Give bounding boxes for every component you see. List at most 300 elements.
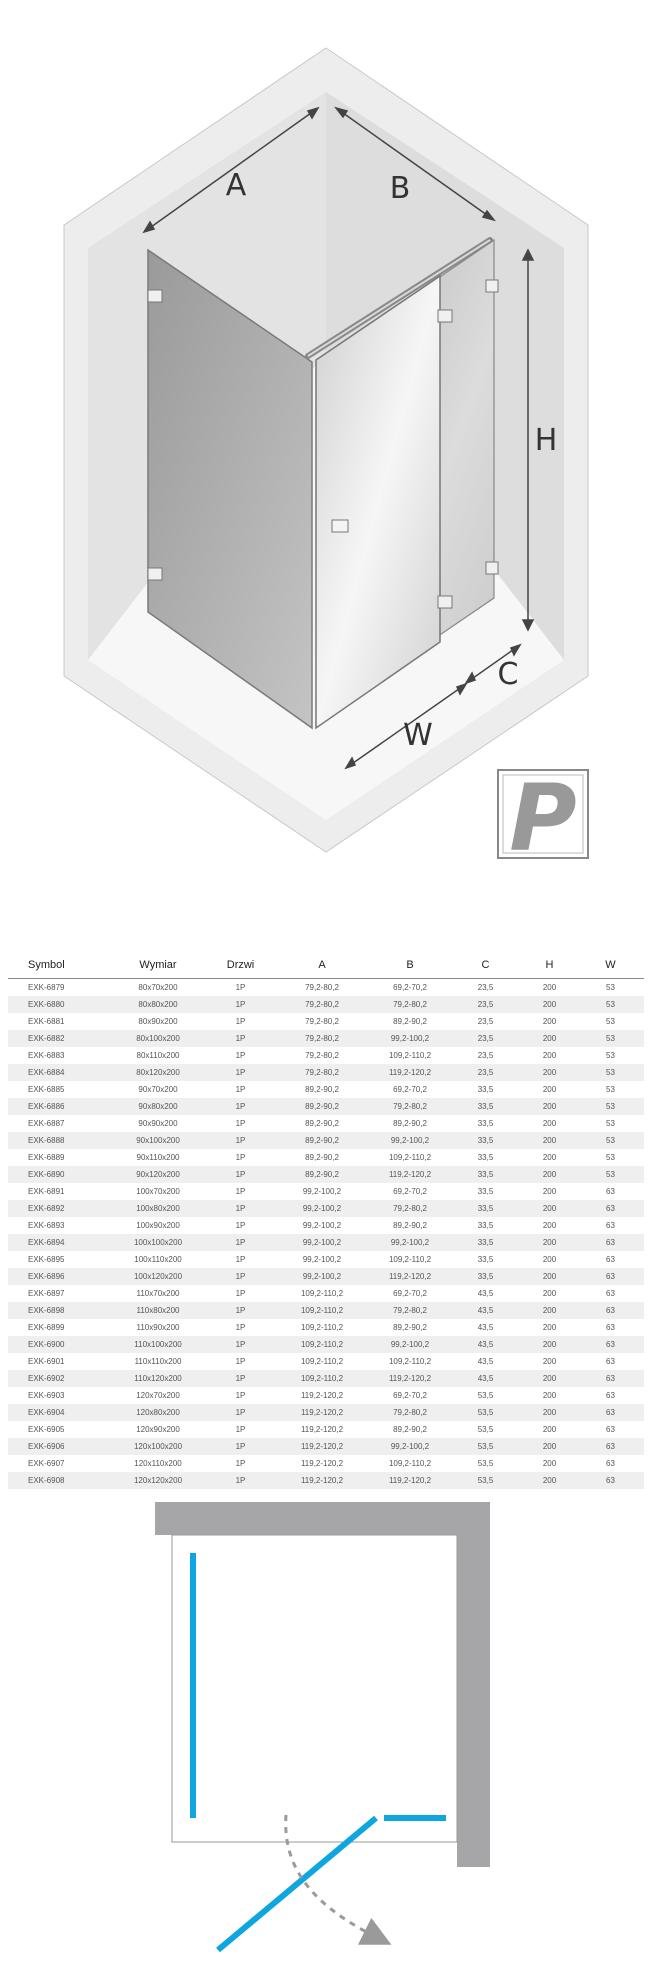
cell-c: 33,5 <box>477 1119 494 1128</box>
cell-b: 109,2-110,2 <box>388 1255 432 1264</box>
cell-wymiar: 80x70x200 <box>138 983 178 992</box>
cell-h: 200 <box>522 1132 577 1149</box>
hinge-icon <box>148 568 162 580</box>
cell-symbol: EXK-6882 <box>8 1030 108 1047</box>
cell-a: 99,2-100,2 <box>302 1255 342 1264</box>
cell-w: 63 <box>606 1391 615 1400</box>
cell-symbol: EXK-6891 <box>28 1187 65 1196</box>
cell-b: 89,2-90,2 <box>393 1323 427 1332</box>
cell-w: 63 <box>577 1370 644 1387</box>
cell-symbol: EXK-6899 <box>28 1323 65 1332</box>
cell-c: 43,5 <box>449 1370 522 1387</box>
cell-symbol: EXK-6897 <box>28 1289 65 1298</box>
shower-plan-view <box>0 1495 650 1985</box>
cell-symbol: EXK-6901 <box>28 1357 65 1366</box>
cell-b: 69,2-70,2 <box>393 983 427 992</box>
cell-h: 200 <box>522 1302 577 1319</box>
door-swing-arrow <box>286 1815 378 1938</box>
cell-w: 53 <box>577 996 644 1013</box>
cell-w: 63 <box>606 1289 615 1298</box>
cell-drzwi: 1P <box>235 1085 246 1094</box>
cell-w: 53 <box>606 1119 615 1128</box>
column-header-b: B <box>371 952 449 979</box>
table-row <box>8 1149 644 1166</box>
table-row <box>8 1132 644 1149</box>
cell-b: 69,2-70,2 <box>393 1391 427 1400</box>
cell-symbol: EXK-6893 <box>28 1221 65 1230</box>
cell-wymiar: 90x120x200 <box>108 1166 208 1183</box>
cell-drzwi: 1P <box>208 1200 273 1217</box>
cell-a: 109,2-110,2 <box>300 1323 344 1332</box>
cell-c: 23,5 <box>477 1017 494 1026</box>
cell-w: 63 <box>606 1357 615 1366</box>
cell-drzwi: 1P <box>235 1459 246 1468</box>
cell-symbol: EXK-6890 <box>8 1166 108 1183</box>
column-header-a: A <box>273 952 371 979</box>
cell-drzwi: 1P <box>208 1438 273 1455</box>
cell-w: 63 <box>577 1438 644 1455</box>
cell-drzwi: 1P <box>235 1187 246 1196</box>
cell-w: 53 <box>606 983 615 992</box>
table-row <box>8 1421 644 1438</box>
cell-a: 119,2-120,2 <box>273 1472 371 1489</box>
cell-c: 43,5 <box>477 1289 494 1298</box>
cell-symbol: EXK-6884 <box>8 1064 108 1081</box>
cell-drzwi: 1P <box>235 1289 246 1298</box>
cell-b: 79,2-80,2 <box>371 996 449 1013</box>
cell-symbol: EXK-6896 <box>8 1268 108 1285</box>
cell-b: 99,2-100,2 <box>371 1132 449 1149</box>
table-row <box>8 1336 644 1353</box>
cell-b: 89,2-90,2 <box>393 1119 427 1128</box>
cell-h: 200 <box>522 1030 577 1047</box>
column-header-symbol: Symbol <box>8 952 108 979</box>
table-body <box>8 979 644 1490</box>
cell-h: 200 <box>522 1370 577 1387</box>
table-row <box>8 1183 644 1200</box>
cell-wymiar: 100x70x200 <box>136 1187 180 1196</box>
cell-wymiar: 100x80x200 <box>108 1200 208 1217</box>
cell-c: 43,5 <box>477 1323 494 1332</box>
cell-drzwi: 1P <box>235 1017 246 1026</box>
door-handle-icon <box>332 520 348 532</box>
cell-w: 53 <box>606 1051 615 1060</box>
cell-c: 33,5 <box>477 1153 494 1162</box>
cell-b: 89,2-90,2 <box>393 1221 427 1230</box>
cell-w: 53 <box>606 1017 615 1026</box>
cell-wymiar: 120x110x200 <box>134 1459 182 1468</box>
cell-wymiar: 80x110x200 <box>136 1051 180 1060</box>
cell-c: 33,5 <box>477 1221 494 1230</box>
cell-h: 200 <box>542 1085 557 1094</box>
cell-wymiar: 120x100x200 <box>108 1438 208 1455</box>
cell-b: 109,2-110,2 <box>388 1459 432 1468</box>
cell-b: 119,2-120,2 <box>371 1370 449 1387</box>
cell-symbol: EXK-6905 <box>28 1425 65 1434</box>
cell-w: 53 <box>577 1166 644 1183</box>
cell-drzwi: 1P <box>208 996 273 1013</box>
cell-symbol: EXK-6892 <box>8 1200 108 1217</box>
cell-symbol: EXK-6902 <box>8 1370 108 1387</box>
cell-w: 63 <box>606 1255 615 1264</box>
cell-b: 109,2-110,2 <box>388 1153 432 1162</box>
cell-symbol: EXK-6887 <box>28 1119 65 1128</box>
cell-w: 53 <box>577 1098 644 1115</box>
cell-wymiar: 80x90x200 <box>138 1017 178 1026</box>
cell-drzwi: 1P <box>208 1234 273 1251</box>
cell-drzwi: 1P <box>235 1119 246 1128</box>
cell-a: 99,2-100,2 <box>273 1200 371 1217</box>
hinge-icon <box>438 310 452 322</box>
cell-a: 89,2-90,2 <box>305 1085 339 1094</box>
cell-a: 99,2-100,2 <box>273 1268 371 1285</box>
cell-c: 43,5 <box>477 1357 494 1366</box>
cell-c: 33,5 <box>449 1098 522 1115</box>
column-header-w: W <box>577 952 644 979</box>
cell-h: 200 <box>522 1098 577 1115</box>
cell-c: 33,5 <box>449 1268 522 1285</box>
table-row <box>8 1166 644 1183</box>
shower-isometric-diagram <box>0 0 650 880</box>
table-row <box>8 1217 644 1234</box>
cell-w: 63 <box>606 1425 615 1434</box>
cell-a: 119,2-120,2 <box>300 1459 344 1468</box>
cell-b: 119,2-120,2 <box>371 1268 449 1285</box>
cell-drzwi: 1P <box>208 1404 273 1421</box>
cell-h: 200 <box>542 1289 557 1298</box>
cell-b: 109,2-110,2 <box>388 1051 432 1060</box>
cell-symbol: EXK-6908 <box>8 1472 108 1489</box>
cell-wymiar: 100x90x200 <box>136 1221 180 1230</box>
cell-w: 53 <box>577 1132 644 1149</box>
hinge-icon <box>486 280 498 292</box>
cell-wymiar: 120x80x200 <box>108 1404 208 1421</box>
cell-wymiar: 80x120x200 <box>108 1064 208 1081</box>
cell-a: 89,2-90,2 <box>273 1132 371 1149</box>
cell-wymiar: 90x70x200 <box>138 1085 178 1094</box>
cell-wymiar: 80x80x200 <box>108 996 208 1013</box>
table-row <box>8 979 644 997</box>
cell-drzwi: 1P <box>208 1472 273 1489</box>
cell-symbol: EXK-6883 <box>28 1051 65 1060</box>
cell-wymiar: 110x70x200 <box>136 1289 180 1298</box>
table-row <box>8 1251 644 1268</box>
table-row <box>8 1064 644 1081</box>
cell-symbol: EXK-6879 <box>28 983 65 992</box>
cell-h: 200 <box>542 1221 557 1230</box>
cell-symbol: EXK-6900 <box>8 1336 108 1353</box>
table-row <box>8 1081 644 1098</box>
cell-w: 63 <box>577 1336 644 1353</box>
table-row <box>8 1353 644 1370</box>
cell-c: 33,5 <box>477 1255 494 1264</box>
table-row <box>8 1115 644 1132</box>
table-row <box>8 1268 644 1285</box>
table-row <box>8 996 644 1013</box>
cell-c: 53,5 <box>449 1438 522 1455</box>
cell-wymiar: 80x100x200 <box>108 1030 208 1047</box>
cell-wymiar: 110x100x200 <box>108 1336 208 1353</box>
dimension-label-a: A <box>225 168 247 203</box>
cell-h: 200 <box>522 1438 577 1455</box>
cell-c: 33,5 <box>477 1085 494 1094</box>
table-row <box>8 1472 644 1489</box>
cell-w: 63 <box>577 1234 644 1251</box>
cell-h: 200 <box>522 1268 577 1285</box>
cell-a: 79,2-80,2 <box>273 1030 371 1047</box>
cell-wymiar: 120x70x200 <box>136 1391 180 1400</box>
cell-wymiar: 100x100x200 <box>108 1234 208 1251</box>
cell-a: 109,2-110,2 <box>300 1289 344 1298</box>
cell-b: 69,2-70,2 <box>393 1085 427 1094</box>
cell-a: 89,2-90,2 <box>273 1166 371 1183</box>
dimension-label-c: C <box>497 657 519 692</box>
table-row <box>8 1319 644 1336</box>
cell-c: 53,5 <box>449 1472 522 1489</box>
cell-c: 53,5 <box>449 1404 522 1421</box>
dimension-label-h: H <box>534 423 558 458</box>
cell-drzwi: 1P <box>208 1302 273 1319</box>
cell-wymiar: 120x90x200 <box>136 1425 180 1434</box>
table-row <box>8 1098 644 1115</box>
cell-symbol: EXK-6880 <box>8 996 108 1013</box>
cell-h: 200 <box>522 1336 577 1353</box>
plan-floor-outline <box>172 1535 457 1842</box>
cell-a: 79,2-80,2 <box>273 996 371 1013</box>
cell-a: 79,2-80,2 <box>305 983 339 992</box>
cell-a: 79,2-80,2 <box>305 1017 339 1026</box>
cell-wymiar: 110x110x200 <box>134 1357 182 1366</box>
cell-a: 119,2-120,2 <box>273 1438 371 1455</box>
hinge-icon <box>148 290 162 302</box>
hinge-icon <box>438 596 452 608</box>
cell-c: 53,5 <box>477 1459 494 1468</box>
cell-b: 89,2-90,2 <box>393 1425 427 1434</box>
table-row <box>8 1404 644 1421</box>
cell-b: 109,2-110,2 <box>388 1357 432 1366</box>
cell-a: 119,2-120,2 <box>300 1425 344 1434</box>
cell-wymiar: 100x110x200 <box>134 1255 182 1264</box>
cell-wymiar: 90x100x200 <box>108 1132 208 1149</box>
cell-w: 53 <box>606 1153 615 1162</box>
cell-wymiar: 90x110x200 <box>136 1153 180 1162</box>
cell-w: 63 <box>606 1459 615 1468</box>
cell-c: 23,5 <box>477 1051 494 1060</box>
cell-symbol: EXK-6881 <box>28 1017 65 1026</box>
cell-h: 200 <box>542 1017 557 1026</box>
cell-wymiar: 90x80x200 <box>108 1098 208 1115</box>
cell-c: 43,5 <box>449 1336 522 1353</box>
cell-wymiar: 110x80x200 <box>108 1302 208 1319</box>
cell-drzwi: 1P <box>235 1051 246 1060</box>
cell-h: 200 <box>542 1153 557 1162</box>
cell-b: 79,2-80,2 <box>371 1404 449 1421</box>
cell-c: 43,5 <box>449 1302 522 1319</box>
cell-c: 53,5 <box>477 1391 494 1400</box>
cell-symbol: EXK-6907 <box>28 1459 65 1468</box>
table-header-row <box>8 952 644 979</box>
cell-w: 63 <box>577 1472 644 1489</box>
cell-drzwi: 1P <box>235 1255 246 1264</box>
cell-a: 99,2-100,2 <box>302 1221 342 1230</box>
column-header-c: C <box>449 952 522 979</box>
cell-drzwi: 1P <box>208 1336 273 1353</box>
plan-wall-top <box>155 1502 490 1535</box>
table-row <box>8 1285 644 1302</box>
cell-w: 63 <box>577 1302 644 1319</box>
table-row <box>8 1370 644 1387</box>
cell-wymiar: 100x120x200 <box>108 1268 208 1285</box>
cell-h: 200 <box>542 1391 557 1400</box>
cell-b: 119,2-120,2 <box>371 1472 449 1489</box>
cell-c: 23,5 <box>477 983 494 992</box>
cell-w: 63 <box>606 1187 615 1196</box>
column-header-h: H <box>522 952 577 979</box>
cell-c: 53,5 <box>477 1425 494 1434</box>
dimension-label-b: B <box>389 171 411 206</box>
cell-drzwi: 1P <box>235 1357 246 1366</box>
cell-h: 200 <box>522 1472 577 1489</box>
cell-drzwi: 1P <box>208 1064 273 1081</box>
cell-symbol: EXK-6894 <box>8 1234 108 1251</box>
cell-symbol: EXK-6904 <box>8 1404 108 1421</box>
cell-a: 99,2-100,2 <box>273 1234 371 1251</box>
cell-b: 119,2-120,2 <box>371 1166 449 1183</box>
cell-symbol: EXK-6888 <box>8 1132 108 1149</box>
cell-b: 119,2-120,2 <box>371 1064 449 1081</box>
cell-a: 99,2-100,2 <box>302 1187 342 1196</box>
cell-c: 23,5 <box>449 996 522 1013</box>
table-row <box>8 1200 644 1217</box>
table-row <box>8 1455 644 1472</box>
cell-h: 200 <box>542 983 557 992</box>
cell-wymiar: 90x90x200 <box>138 1119 178 1128</box>
cell-b: 79,2-80,2 <box>371 1200 449 1217</box>
hinge-icon <box>486 562 498 574</box>
cell-h: 200 <box>522 1200 577 1217</box>
cell-drzwi: 1P <box>235 983 246 992</box>
cell-drzwi: 1P <box>208 1132 273 1149</box>
table-row <box>8 1302 644 1319</box>
cell-h: 200 <box>542 1459 557 1468</box>
cell-h: 200 <box>522 1404 577 1421</box>
cell-drzwi: 1P <box>235 1323 246 1332</box>
cell-h: 200 <box>522 1166 577 1183</box>
cell-b: 99,2-100,2 <box>371 1438 449 1455</box>
cell-a: 89,2-90,2 <box>273 1098 371 1115</box>
p-badge-letter: P <box>509 765 577 872</box>
cell-drzwi: 1P <box>208 1030 273 1047</box>
cell-a: 109,2-110,2 <box>273 1370 371 1387</box>
cell-c: 33,5 <box>449 1234 522 1251</box>
cell-drzwi: 1P <box>208 1098 273 1115</box>
cell-symbol: EXK-6889 <box>28 1153 65 1162</box>
cell-b: 99,2-100,2 <box>371 1030 449 1047</box>
table-row <box>8 1013 644 1030</box>
cell-drzwi: 1P <box>208 1370 273 1387</box>
cell-a: 109,2-110,2 <box>300 1357 344 1366</box>
cell-c: 23,5 <box>449 1064 522 1081</box>
table-row <box>8 1387 644 1404</box>
column-header-wymiar: Wymiar <box>108 952 208 979</box>
cell-symbol: EXK-6906 <box>8 1438 108 1455</box>
table-row <box>8 1030 644 1047</box>
cell-b: 99,2-100,2 <box>371 1234 449 1251</box>
table-row <box>8 1438 644 1455</box>
cell-wymiar: 110x90x200 <box>136 1323 180 1332</box>
cell-drzwi: 1P <box>235 1391 246 1400</box>
cell-b: 79,2-80,2 <box>371 1098 449 1115</box>
cell-drzwi: 1P <box>208 1166 273 1183</box>
cell-h: 200 <box>542 1323 557 1332</box>
reversible-p-badge <box>498 765 588 872</box>
cell-w: 63 <box>606 1323 615 1332</box>
cell-c: 33,5 <box>449 1166 522 1183</box>
cell-w: 53 <box>577 1064 644 1081</box>
cell-symbol: EXK-6886 <box>8 1098 108 1115</box>
cell-symbol: EXK-6885 <box>28 1085 65 1094</box>
cell-a: 89,2-90,2 <box>305 1153 339 1162</box>
cell-drzwi: 1P <box>208 1268 273 1285</box>
cell-a: 89,2-90,2 <box>305 1119 339 1128</box>
cell-symbol: EXK-6898 <box>8 1302 108 1319</box>
cell-w: 53 <box>577 1030 644 1047</box>
plan-glass-door <box>218 1818 376 1950</box>
cell-w: 63 <box>606 1221 615 1230</box>
cell-drzwi: 1P <box>235 1153 246 1162</box>
specification-table <box>8 952 644 1489</box>
cell-h: 200 <box>542 1051 557 1060</box>
table-row <box>8 1047 644 1064</box>
cell-h: 200 <box>522 1234 577 1251</box>
cell-c: 33,5 <box>449 1200 522 1217</box>
cell-a: 79,2-80,2 <box>273 1064 371 1081</box>
dimension-label-w: W <box>403 718 433 753</box>
cell-a: 109,2-110,2 <box>273 1336 371 1353</box>
cell-drzwi: 1P <box>235 1425 246 1434</box>
cell-symbol: EXK-6903 <box>28 1391 65 1400</box>
cell-b: 69,2-70,2 <box>393 1187 427 1196</box>
cell-c: 23,5 <box>449 1030 522 1047</box>
cell-b: 79,2-80,2 <box>371 1302 449 1319</box>
cell-b: 89,2-90,2 <box>393 1017 427 1026</box>
cell-c: 33,5 <box>477 1187 494 1196</box>
cell-wymiar: 110x120x200 <box>108 1370 208 1387</box>
cell-h: 200 <box>542 1357 557 1366</box>
plan-wall-right <box>457 1502 490 1867</box>
cell-h: 200 <box>522 1064 577 1081</box>
table-row <box>8 1234 644 1251</box>
cell-b: 99,2-100,2 <box>371 1336 449 1353</box>
cell-a: 79,2-80,2 <box>305 1051 339 1060</box>
cell-h: 200 <box>542 1119 557 1128</box>
cell-w: 63 <box>577 1200 644 1217</box>
cell-w: 63 <box>577 1404 644 1421</box>
cell-a: 119,2-120,2 <box>273 1404 371 1421</box>
cell-wymiar: 120x120x200 <box>108 1472 208 1489</box>
cell-h: 200 <box>522 996 577 1013</box>
cell-w: 53 <box>606 1085 615 1094</box>
cell-h: 200 <box>542 1187 557 1196</box>
cell-a: 109,2-110,2 <box>273 1302 371 1319</box>
cell-b: 69,2-70,2 <box>393 1289 427 1298</box>
cell-symbol: EXK-6895 <box>28 1255 65 1264</box>
cell-w: 63 <box>577 1268 644 1285</box>
cell-c: 33,5 <box>449 1132 522 1149</box>
cell-h: 200 <box>542 1255 557 1264</box>
cell-a: 119,2-120,2 <box>300 1391 344 1400</box>
cell-h: 200 <box>542 1425 557 1434</box>
